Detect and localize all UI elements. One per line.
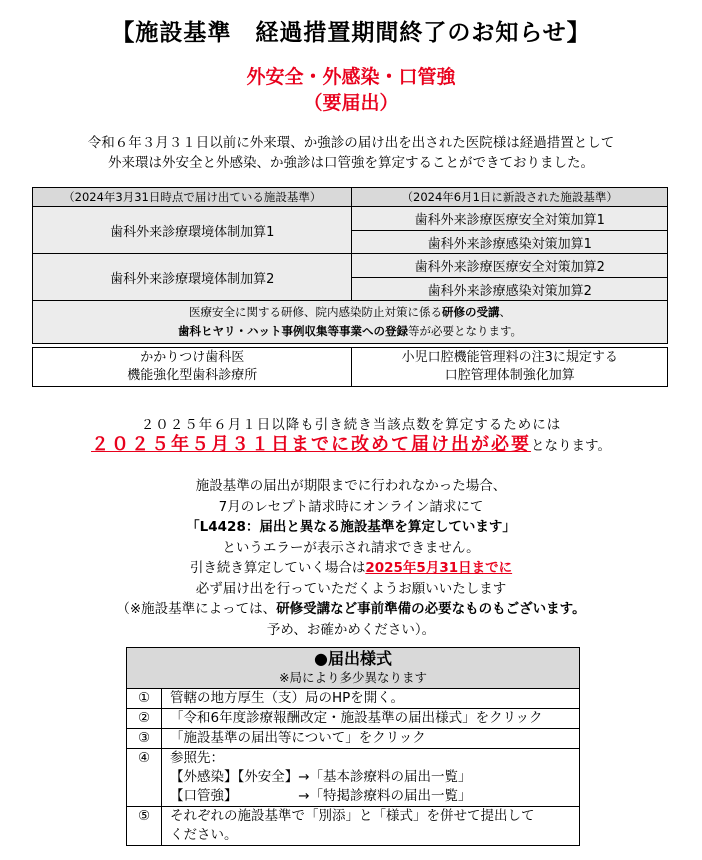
new-standard-cell: 歯科外来診療感染対策加算1: [352, 231, 668, 254]
cell-line: 小児口腔機能管理料の注3に規定する: [401, 350, 618, 365]
notification-required-label: （要届出）: [303, 92, 399, 114]
deadline-statement: [0, 430, 702, 456]
note-emphasis: 研修の受講: [442, 305, 500, 319]
intro-line: 外来環は外安全と外感染、か強診は口管強を算定することができておりました。: [108, 155, 594, 171]
intro-paragraph: [0, 133, 702, 173]
intro-line: 令和６年３月３１日以前に外来環、か強診の届け出を出された医院様は経過措置として: [87, 135, 615, 151]
form-subtitle: ※局により多少異なります: [279, 670, 427, 685]
header-old-standard: （2024年3月31日時点で届け出ている施設基準）: [33, 188, 352, 207]
step-row: [127, 749, 580, 807]
new-standard-cell: 歯科外来診療医療安全対策加算1: [352, 207, 668, 231]
step-row: [127, 709, 580, 729]
new-standard-cell: 歯科外来診療感染対策加算2: [352, 278, 668, 301]
old-standard-cell: 歯科外来診療環境体制加算1: [33, 207, 352, 254]
cell-line: 口腔管理体制強化加算: [444, 368, 575, 383]
page-title: 【施設基準 経過措置期間終了のお知らせ】: [111, 20, 591, 46]
step-row: [127, 807, 580, 846]
step-line: ください。: [170, 827, 238, 843]
table-row: [33, 254, 668, 278]
step-row: [127, 689, 580, 709]
warning-line: 7月のレセプト請求時にオンライン請求にて: [218, 498, 484, 515]
form-header: [127, 648, 580, 689]
form-title: ●届出様式: [314, 649, 392, 668]
cell-line: 機能強化型歯科診療所: [127, 368, 258, 383]
submission-form-steps-table: [126, 647, 580, 846]
note-text: 医療安全に関する研修、院内感染防止対策に係る: [189, 305, 442, 319]
warning-line: というエラーが表示され請求できません。: [222, 539, 480, 556]
table-row: [33, 348, 668, 387]
step-text: 「令和6年度診療報酬改定・施設基準の届出様式」をクリック: [162, 709, 580, 729]
new-standard-cell: 歯科外来診療医療安全対策加算2: [352, 254, 668, 278]
note-emphasis: 歯科ヒヤリ・ハット事例収集等事業への登録: [177, 324, 408, 338]
target-standards-heading: 外安全・外感染・口管強: [246, 66, 456, 88]
table-row: [33, 207, 668, 231]
step-row: [127, 729, 580, 749]
cell-line: かかりつけ歯科医: [140, 350, 245, 365]
step-number: ④: [127, 749, 162, 807]
step-number: ⑤: [127, 807, 162, 846]
deadline-intro: ２０２５年６月１日以降も引き続き当該点数を算定するためには: [140, 417, 562, 433]
step-number: ②: [127, 709, 162, 729]
form-header-row: [127, 648, 580, 689]
warning-emphasis: 研修受講など事前準備の必要なものもございます。: [276, 601, 586, 617]
warning-line: 必ず届け出を行っていただくようお願いいたします: [195, 580, 507, 597]
warning-text: （※施設基準によっては、: [116, 601, 277, 617]
new-standard-cell: [352, 348, 668, 387]
step-text: 「施設基準の届出等について」をクリック: [162, 729, 580, 749]
deadline-inline-highlight: 2025年5月31日までに: [365, 560, 513, 576]
deadline-suffix: となります。: [531, 438, 611, 454]
warning-text: 引き続き算定していく場合は: [189, 560, 366, 576]
warning-line: 施設基準の届出が期限までに行われなかった場合、: [195, 478, 507, 494]
requirements-note-row: [33, 301, 668, 344]
warning-line: 予め、お確かめください）。: [266, 621, 436, 638]
step-line: 参照先：: [170, 750, 224, 766]
step-text: 管轄の地方厚生（支）局のHPを開く。: [162, 689, 580, 709]
header-new-standard: （2024年6月1日に新設された施設基準）: [352, 188, 668, 207]
warning-paragraph: [0, 476, 702, 640]
standards-comparison-table: [32, 187, 668, 387]
step-number: ①: [127, 689, 162, 709]
warning-line: [0, 599, 702, 620]
step-line: 【外感染】【外安全】→「基本診療料の届出一覧」: [170, 769, 472, 785]
note-text: 等が必要となります。: [407, 324, 523, 338]
requirements-note: [33, 301, 668, 344]
old-standard-cell: [33, 348, 352, 387]
table-header-row: [33, 188, 668, 207]
deadline-highlight: ２０２５年５月３１日までに改めて届け出が必要: [91, 434, 532, 455]
step-number: ③: [127, 729, 162, 749]
step-text: [162, 807, 580, 846]
old-standard-cell: 歯科外来診療環境体制加算2: [33, 254, 352, 301]
error-code-message: 「L4428：届出と異なる施設基準を算定しています」: [186, 519, 516, 535]
step-line: それぞれの施設基準で「別添」と「様式」を併せて提出して: [170, 808, 535, 824]
step-text: [162, 749, 580, 807]
note-text: 、: [499, 305, 511, 319]
step-line: 【口管強】 →「特掲診療料の届出一覧」: [170, 788, 472, 804]
warning-line: [0, 558, 702, 579]
